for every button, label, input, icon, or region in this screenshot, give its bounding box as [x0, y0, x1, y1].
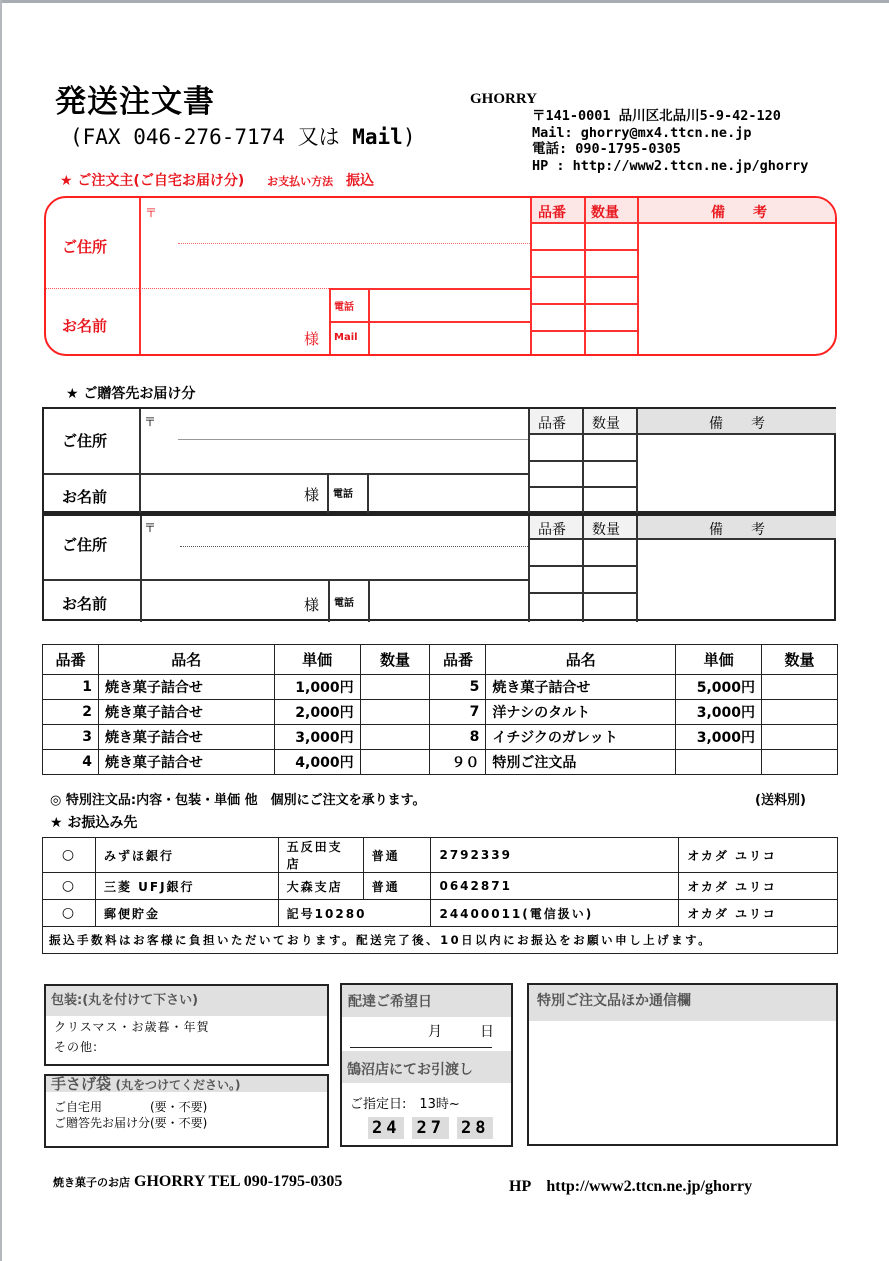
divider	[530, 330, 638, 332]
item-no: 5	[430, 675, 486, 700]
gift1-address-label: ご住所	[62, 432, 108, 450]
table-row	[43, 725, 838, 750]
item-no: 4	[43, 750, 99, 775]
orderer-col-item-no: 品番	[538, 205, 566, 221]
divider	[582, 516, 584, 622]
special-message-header: 特別ご注文品ほか通信欄	[529, 985, 836, 1021]
bank-select-mark[interactable]: ○	[43, 838, 96, 873]
bank-notice-row	[43, 927, 838, 954]
gift2-col-remarks: 備 考	[709, 522, 765, 538]
item-price: 5,000円	[676, 675, 762, 700]
payment-method-label: お支払い方法	[267, 175, 334, 188]
divider	[528, 486, 636, 488]
gift1-col-remarks: 備 考	[709, 416, 765, 432]
gift2-address-input[interactable]	[180, 519, 526, 575]
bank-heading: ★ お振込み先	[50, 815, 138, 831]
window-frame-top	[0, 0, 889, 3]
divider	[636, 516, 638, 622]
orderer-phone-input[interactable]	[372, 291, 528, 319]
item-price: 2,000円	[274, 700, 360, 725]
postal-mark: 〒	[144, 521, 157, 535]
gift2-name-input[interactable]	[144, 582, 304, 618]
item-qty-input[interactable]	[360, 700, 430, 725]
divider	[528, 565, 636, 567]
gift2-address-label: ご住所	[62, 536, 108, 554]
wrapping-box	[44, 984, 329, 1066]
gift-form-1	[42, 407, 836, 513]
bank-branch: 五反田支店	[278, 838, 363, 873]
orderer-heading-text: ★ ご注文主(ご自宅お届け分)	[60, 173, 245, 189]
divider	[530, 249, 638, 251]
item-name: イチジクのガレット	[486, 725, 676, 750]
item-qty-input[interactable]	[360, 675, 430, 700]
gift2-col-qty: 数量	[592, 522, 620, 538]
honorific: 様	[304, 330, 320, 348]
item-price: 1,000円	[274, 675, 360, 700]
gift1-name-input[interactable]	[144, 476, 304, 510]
honorific: 様	[304, 596, 320, 614]
bank-name: みずほ銀行	[95, 838, 278, 873]
fax-suffix: )	[402, 125, 416, 149]
divider	[329, 321, 531, 323]
gift-form-2	[42, 513, 836, 621]
account-holder: オカダ ユリコ	[679, 873, 838, 900]
table-row	[43, 750, 838, 775]
item-name: 焼き菓子詰合せ	[486, 675, 676, 700]
shop-address: 〒141-0001 品川区北品川5-9-42-120	[532, 108, 781, 124]
table-row	[43, 675, 838, 700]
item-name: 焼き菓子詰合せ	[98, 725, 274, 750]
col-header: 単価	[676, 645, 762, 675]
orderer-address-label: ご住所	[62, 238, 108, 256]
item-name: 洋ナシのタルト	[486, 700, 676, 725]
item-no: ９０	[430, 750, 486, 775]
item-qty-input[interactable]	[762, 725, 838, 750]
gift1-col-qty: 数量	[592, 416, 620, 432]
account-type: 普通	[363, 838, 431, 873]
bag-header-main: 手さげ袋	[51, 1075, 112, 1093]
divider	[530, 303, 638, 305]
account-holder: オカダ ユリコ	[679, 900, 838, 927]
item-qty-input[interactable]	[762, 675, 838, 700]
address-line	[178, 243, 530, 244]
pickup-date-option[interactable]: 24	[368, 1117, 404, 1139]
product-table-header	[43, 645, 838, 675]
item-name: 特別ご注文品	[486, 750, 676, 775]
divider	[328, 579, 330, 622]
bag-header-sub: (丸をつけてください。)	[115, 1078, 241, 1092]
col-header: 単価	[274, 645, 360, 675]
wrapping-header: 包装:(丸を付けて下さい)	[46, 986, 327, 1016]
bag-header	[46, 1076, 327, 1092]
bank-name: 三菱 UFJ銀行	[95, 873, 278, 900]
fax-mail-label: Mail	[352, 125, 403, 149]
orderer-items-header-bg	[530, 198, 837, 222]
table-row	[43, 873, 838, 900]
divider	[140, 516, 142, 622]
divider	[530, 222, 837, 224]
divider	[636, 409, 638, 513]
wrapping-other[interactable]: その他:	[54, 1040, 99, 1054]
table-row	[43, 700, 838, 725]
orderer-mail-label: Mail	[334, 332, 358, 343]
payment-method-value: 振込	[345, 173, 374, 189]
table-row	[43, 900, 838, 927]
item-no: 2	[43, 700, 99, 725]
divider	[329, 288, 531, 290]
bank-select-mark[interactable]: ○	[43, 873, 96, 900]
divider	[139, 409, 141, 513]
shop-phone: 電話: 090-1795-0305	[532, 141, 681, 157]
day-label: 日	[480, 1024, 494, 1040]
orderer-mail-input[interactable]	[372, 324, 528, 354]
account-number: 0642871	[431, 873, 679, 900]
delivery-date-input[interactable]	[348, 1017, 503, 1045]
bank-branch: 大森支店	[278, 873, 363, 900]
gift2-col-item-no: 品番	[538, 522, 566, 538]
item-no: 3	[43, 725, 99, 750]
delivery-header: 配達ご希望日	[342, 985, 511, 1017]
account-holder: オカダ ユリコ	[679, 838, 838, 873]
gift1-col-item-no: 品番	[538, 416, 566, 432]
item-qty-input[interactable]	[360, 750, 430, 775]
orderer-col-qty: 数量	[591, 205, 619, 221]
orderer-form	[44, 196, 837, 356]
item-qty-input[interactable]	[762, 750, 838, 775]
item-name: 焼き菓子詰合せ	[98, 700, 274, 725]
shop-hp: HP : http://www2.ttcn.ne.jp/ghorry	[532, 157, 809, 174]
shop-info	[532, 108, 808, 174]
divider	[368, 579, 370, 622]
gift-heading: ★ ご贈答先お届け分	[66, 386, 196, 402]
divider	[44, 473, 529, 475]
item-no: 1	[43, 675, 99, 700]
gift1-name-label: お名前	[62, 488, 108, 506]
divider	[139, 198, 141, 356]
item-price: 3,000円	[676, 700, 762, 725]
divider	[350, 1047, 492, 1048]
divider	[528, 538, 836, 540]
product-table	[42, 644, 838, 775]
bank-table	[42, 837, 838, 954]
orderer-remarks-input[interactable]	[640, 225, 835, 353]
table-row	[43, 838, 838, 873]
orderer-name-input[interactable]	[144, 292, 304, 352]
delivery-box	[340, 983, 513, 1147]
footer-shop-tel: GHORRY TEL 090-1795-0305	[134, 1173, 343, 1190]
page-title: 発送注文書	[55, 84, 215, 120]
shop-name: GHORRY	[470, 91, 537, 107]
item-price: 4,000円	[274, 750, 360, 775]
bank-select-mark[interactable]: ○	[43, 900, 96, 927]
item-price: 3,000円	[274, 725, 360, 750]
divider	[44, 579, 529, 581]
footer-shop	[53, 1173, 342, 1191]
footer-hp[interactable]: HP http://www2.ttcn.ne.jp/ghorry	[509, 1178, 753, 1195]
item-no: 7	[430, 700, 486, 725]
bag-home-option[interactable]: ご自宅用 (要・不要)	[54, 1100, 208, 1114]
divider	[528, 460, 636, 462]
month-label: 月	[428, 1024, 442, 1040]
gift1-phone-label: 電話	[333, 489, 353, 500]
item-no: 8	[430, 725, 486, 750]
divider	[528, 433, 836, 435]
shipping-note: (送料別)	[755, 793, 806, 808]
special-order-note: ◎ 特別注文品:内容・包装・単価 他 個別にご注文を承ります。	[50, 793, 426, 808]
item-price	[676, 750, 762, 775]
col-header: 数量	[360, 645, 430, 675]
pickup-date-option[interactable]: 27	[412, 1117, 448, 1139]
designated-time: ご指定日: 13時~	[350, 1097, 460, 1112]
account-number: 24400011(電信扱い)	[431, 900, 679, 927]
bank-notice: 振込手数料はお客様に負担いただいております。配送完了後、10日以内にお振込をお願い申し上げます。	[43, 927, 838, 954]
divider	[327, 473, 329, 513]
divider	[528, 592, 636, 594]
bag-gift-option[interactable]: ご贈答先お届け分(要・不要)	[54, 1116, 208, 1130]
gift2-phone-label: 電話	[334, 598, 354, 609]
divider	[530, 276, 638, 278]
special-message-box	[527, 983, 838, 1146]
divider	[528, 516, 530, 622]
wrapping-options[interactable]: クリスマス・お歳暮・年賀	[54, 1020, 210, 1034]
fax-number: (FAX 046-276-7174 又は	[70, 125, 340, 149]
footer-shop-prefix: 焼き菓子のお店	[53, 1176, 130, 1189]
account-type: 普通	[363, 873, 431, 900]
item-qty-input[interactable]	[360, 725, 430, 750]
item-name: 焼き菓子詰合せ	[98, 750, 274, 775]
item-name: 焼き菓子詰合せ	[98, 675, 274, 700]
orderer-address-input[interactable]	[178, 212, 528, 240]
orderer-phone-label: 電話	[334, 302, 354, 313]
bank-branch: 記号10280	[278, 900, 431, 927]
gift1-address-input[interactable]	[178, 413, 526, 469]
gift2-remarks-input[interactable]	[640, 542, 832, 618]
bank-name: 郵便貯金	[95, 900, 278, 927]
account-number: 2792339	[431, 838, 679, 873]
shop-mail: Mail: ghorry@mx4.ttcn.ne.jp	[532, 124, 752, 141]
window-frame-left	[0, 0, 2, 1261]
postal-mark: 〒	[144, 415, 157, 429]
special-message-input[interactable]	[533, 1025, 832, 1140]
orderer-heading	[60, 170, 374, 190]
col-header: 数量	[762, 645, 838, 675]
divider	[46, 288, 331, 289]
gift1-remarks-input[interactable]	[640, 437, 832, 509]
item-qty-input[interactable]	[762, 700, 838, 725]
gift2-name-label: お名前	[62, 595, 108, 613]
col-header: 品番	[430, 645, 486, 675]
orderer-col-remarks: 備 考	[711, 205, 767, 221]
pickup-dates	[368, 1117, 501, 1139]
postal-mark: 〒	[145, 206, 158, 220]
gift2-phone-input[interactable]	[372, 582, 526, 618]
divider	[367, 473, 369, 513]
fax-line	[70, 121, 415, 151]
pickup-header: 鵠沼店にてお引渡し	[342, 1051, 511, 1083]
item-price: 3,000円	[676, 725, 762, 750]
honorific: 様	[304, 486, 320, 504]
col-header: 品番	[43, 645, 99, 675]
col-header: 品名	[486, 645, 676, 675]
col-header: 品名	[98, 645, 274, 675]
orderer-name-label: お名前	[62, 317, 108, 335]
pickup-date-option[interactable]: 28	[457, 1117, 493, 1139]
gift1-phone-input[interactable]	[371, 476, 526, 510]
bag-box	[44, 1074, 329, 1148]
